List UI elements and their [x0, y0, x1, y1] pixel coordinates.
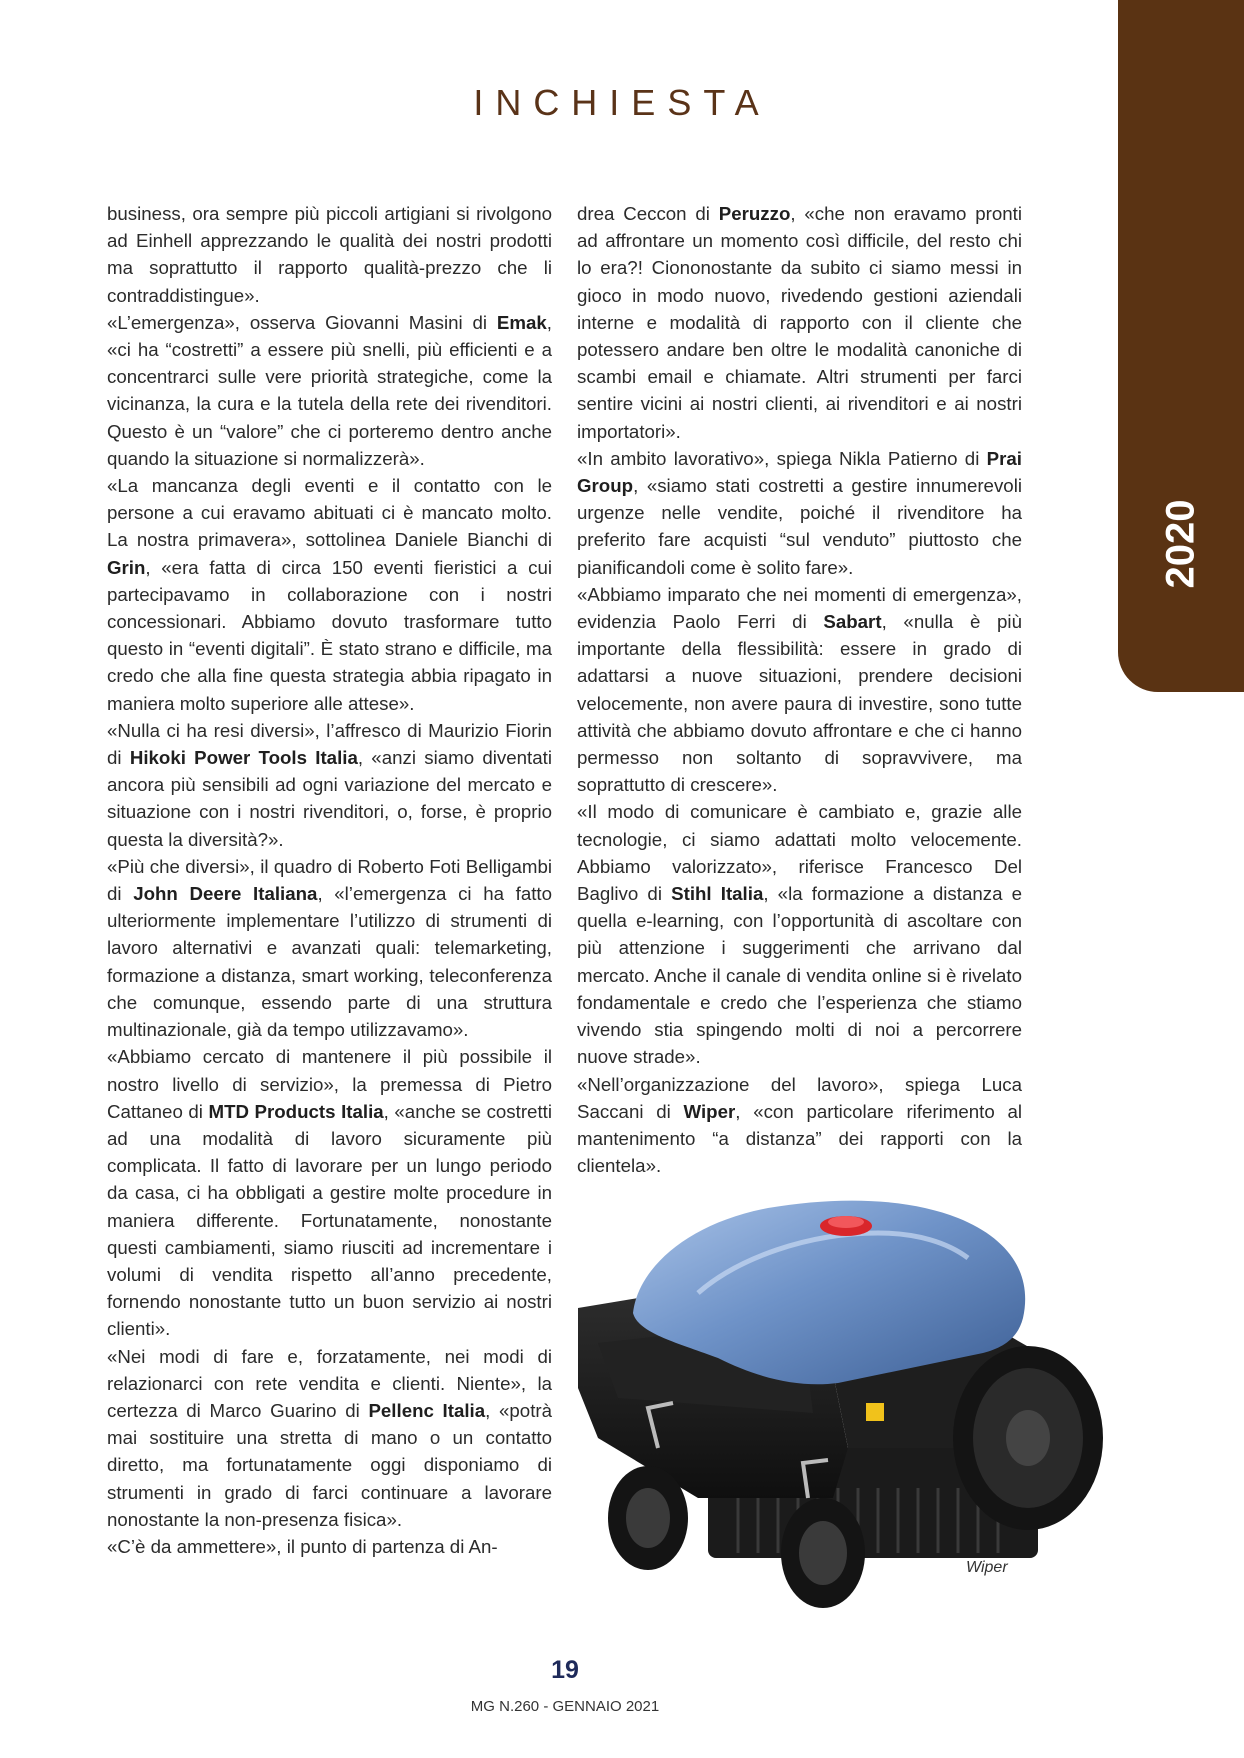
text-run: «Nell’organizzazione del lavoro», spiega Luca Saccani di [577, 1073, 1022, 1122]
company-name: Emak [496, 311, 547, 333]
text-run: drea Ceccon di [577, 203, 719, 224]
year-side-tab [1118, 0, 1244, 692]
paragraph [577, 1071, 1022, 1180]
text-run: «In ambito lavorativo», spiega Nikla Patierno di [577, 447, 987, 469]
paragraph [107, 472, 552, 717]
front-left-wheel [608, 1466, 688, 1570]
text-run: , «era fatta di circa 150 eventi fieristici a cui partecipavamo in collaborazione con i nostri concessionari. Abbiamo dovuto trasformare tutto questo in “eventi digitali”. È stato strano e difficile, ma credo che alla fine questa strategia abbia ripagato in maniera molto superiore alle attese». [107, 556, 552, 714]
paragraph [107, 1043, 552, 1342]
left-text-column [107, 200, 552, 1560]
robot-mower-image [578, 1198, 1138, 1618]
paragraph [577, 445, 1022, 581]
company-name: John Deere Italiana [133, 883, 318, 905]
paragraph [577, 581, 1022, 799]
text-run: «L’emergenza», osserva Giovanni Masini di [107, 311, 497, 333]
image-caption: Wiper [966, 1559, 1008, 1576]
paragraph [107, 1533, 552, 1560]
page-number: 19 [551, 1656, 579, 1684]
text-run: , «anche se costretti ad una modalità di lavoro sicuramente più complicata. Il fatto di lavorare per un lungo periodo da casa, ci ha obbligati a gestire molte procedure in maniera differente. Fortunatamente, nonostante questi cambiamenti, siamo riusciti ad incrementare i volumi di vendita rispetto all’anno precedente, fornendo nonostante tutto un buon servizio ai nostri clienti». [107, 1100, 552, 1340]
paragraph [107, 717, 552, 853]
company-name: Grin [107, 556, 146, 578]
issue-line: MG N.260 - GENNAIO 2021 [470, 1698, 660, 1715]
paragraph [577, 798, 1022, 1070]
front-right-wheel [781, 1498, 865, 1608]
text-run: , «la formazione a distanza e quella e-learning, con l’opportunità di ascoltare con più attenzione i suggerimenti che arrivano dal mercato. Anche il canale di vendita online si è rivelato fondamentale e credo che l’esperienza che stiamo vivendo stia spingendo molti di noi a percorrere nuove strade». [577, 883, 1022, 1068]
company-name: Prai Group [577, 447, 1022, 497]
paragraph [577, 200, 1022, 445]
text-run: business, ora sempre più piccoli artigiani si rivolgono ad Einhell apprezzando le qualità dei nostri prodotti ma soprattutto il rapporto qualità-prezzo che li contraddistingue». [107, 203, 552, 306]
section-title: INCHIESTA [473, 82, 771, 123]
year-label: 2020 [1158, 499, 1203, 589]
company-name: Peruzzo [718, 203, 791, 224]
text-run: «La mancanza degli eventi e il contatto con le persone a cui eravamo abituati ci è mancato molto. La nostra primavera», sottolinea Daniele Bianchi di [107, 475, 552, 551]
text-run: «C’è da ammettere», il punto di partenza di An- [107, 1535, 498, 1557]
paragraph [107, 200, 552, 309]
text-run: «Abbiamo imparato che nei momenti di emergenza», evidenzia Paolo Ferri di [577, 583, 1022, 633]
text-run: «Nulla ci ha resi diversi», l’affresco di Maurizio Fiorin di [107, 719, 552, 769]
text-run: , «che non eravamo pronti ad affrontare un momento così difficile, del resto chi lo era?! Ciononostante da subito ci siamo messi in gioco in modo nuovo, rivedendo gestioni aziendali interne e modalità di rapporto con il cliente che potessero andare ben oltre le modalità canoniche di scambi email e chiamate. Altri strumenti per farci sentire vicini ai nostri clienti, ai rivenditori e ai nostri importatori». [577, 203, 1022, 442]
company-name: Hikoki Power Tools Italia [129, 747, 358, 769]
text-run: «Abbiamo cercato di mantenere il più possibile il nostro livello di servizio», la premessa di Pietro Cattaneo di [107, 1046, 552, 1122]
text-run: , «l’emergenza ci ha fatto ulteriormente implementare l’utilizzo di strumenti di lavoro alternativi e avanzati quali: telemarketing, formazione a distanza, smart working, teleconferenza che comunque, essendo parte di una struttura multinazionale, già da tempo utilizzavamo». [107, 883, 552, 1041]
text-run: , «anzi siamo diventati ancora più sensibili ad ogni variazione del mercato e situazione con i nostri rivenditori, o, forse, è proprio questa la diversità?». [107, 747, 552, 850]
paragraph [107, 309, 552, 472]
company-name: Wiper [683, 1100, 736, 1122]
company-name: Pellenc Italia [368, 1399, 486, 1421]
right-text-column [577, 200, 1022, 1179]
text-run: , «ci ha “costretti” a essere più snelli, più efficienti e a concentrarci sulle vere priorità strategiche, come la vicinanza, la cura e la tutela della rete dei rivenditori. Questo è un “valore” che ci porteremo dentro anche quando la situazione si normalizzerà». [107, 311, 552, 469]
text-run: , «potrà mai sostituire una stretta di mano o un contatto diretto, ma fortunatamente oggi disponiamo di strumenti in grado di farci continuare a lavorare nonostante la non-presenza fisica». [107, 1399, 553, 1530]
text-run: , «con particolare riferimento al mantenimento “a distanza” dei rapporti con la clientela». [577, 1100, 1022, 1177]
text-run: , «siamo stati costretti a gestire innumerevoli urgenze nelle vendite, poiché il rivenditore ha preferito fare acquisti “sul venduto” piuttosto che pianificandoli come è solito fare». [577, 475, 1022, 578]
paragraph [107, 853, 552, 1043]
text-run: , «nulla è più importante della flessibilità: essere in grado di adattarsi a nuove situazioni, prendere decisioni velocemente, non avere paura di investire, sono tutte attività che abbiamo dovuto affrontare e che ci hanno permesso non soltanto di sopravvivere, ma soprattutto di crescere». [577, 611, 1022, 796]
paragraph [107, 1343, 552, 1533]
right-rear-wheel [953, 1346, 1103, 1530]
text-run: «Più che diversi», il quadro di Roberto Foti Belligambi di [107, 855, 552, 905]
company-name: MTD Products Italia [208, 1100, 384, 1122]
company-name: Sabart [823, 611, 882, 633]
text-run: «Nei modi di fare e, forzatamente, nei modi di relazionarci con rete vendita e clienti. Niente», la certezza di Marco Guarino di [107, 1345, 552, 1421]
company-name: Stihl Italia [671, 883, 764, 905]
text-run: «Il modo di comunicare è cambiato e, grazie alle tecnologie, ci siamo adattati molto velocemente. Abbiamo valorizzato», riferisce Francesco Del Baglivo di [577, 801, 1022, 905]
